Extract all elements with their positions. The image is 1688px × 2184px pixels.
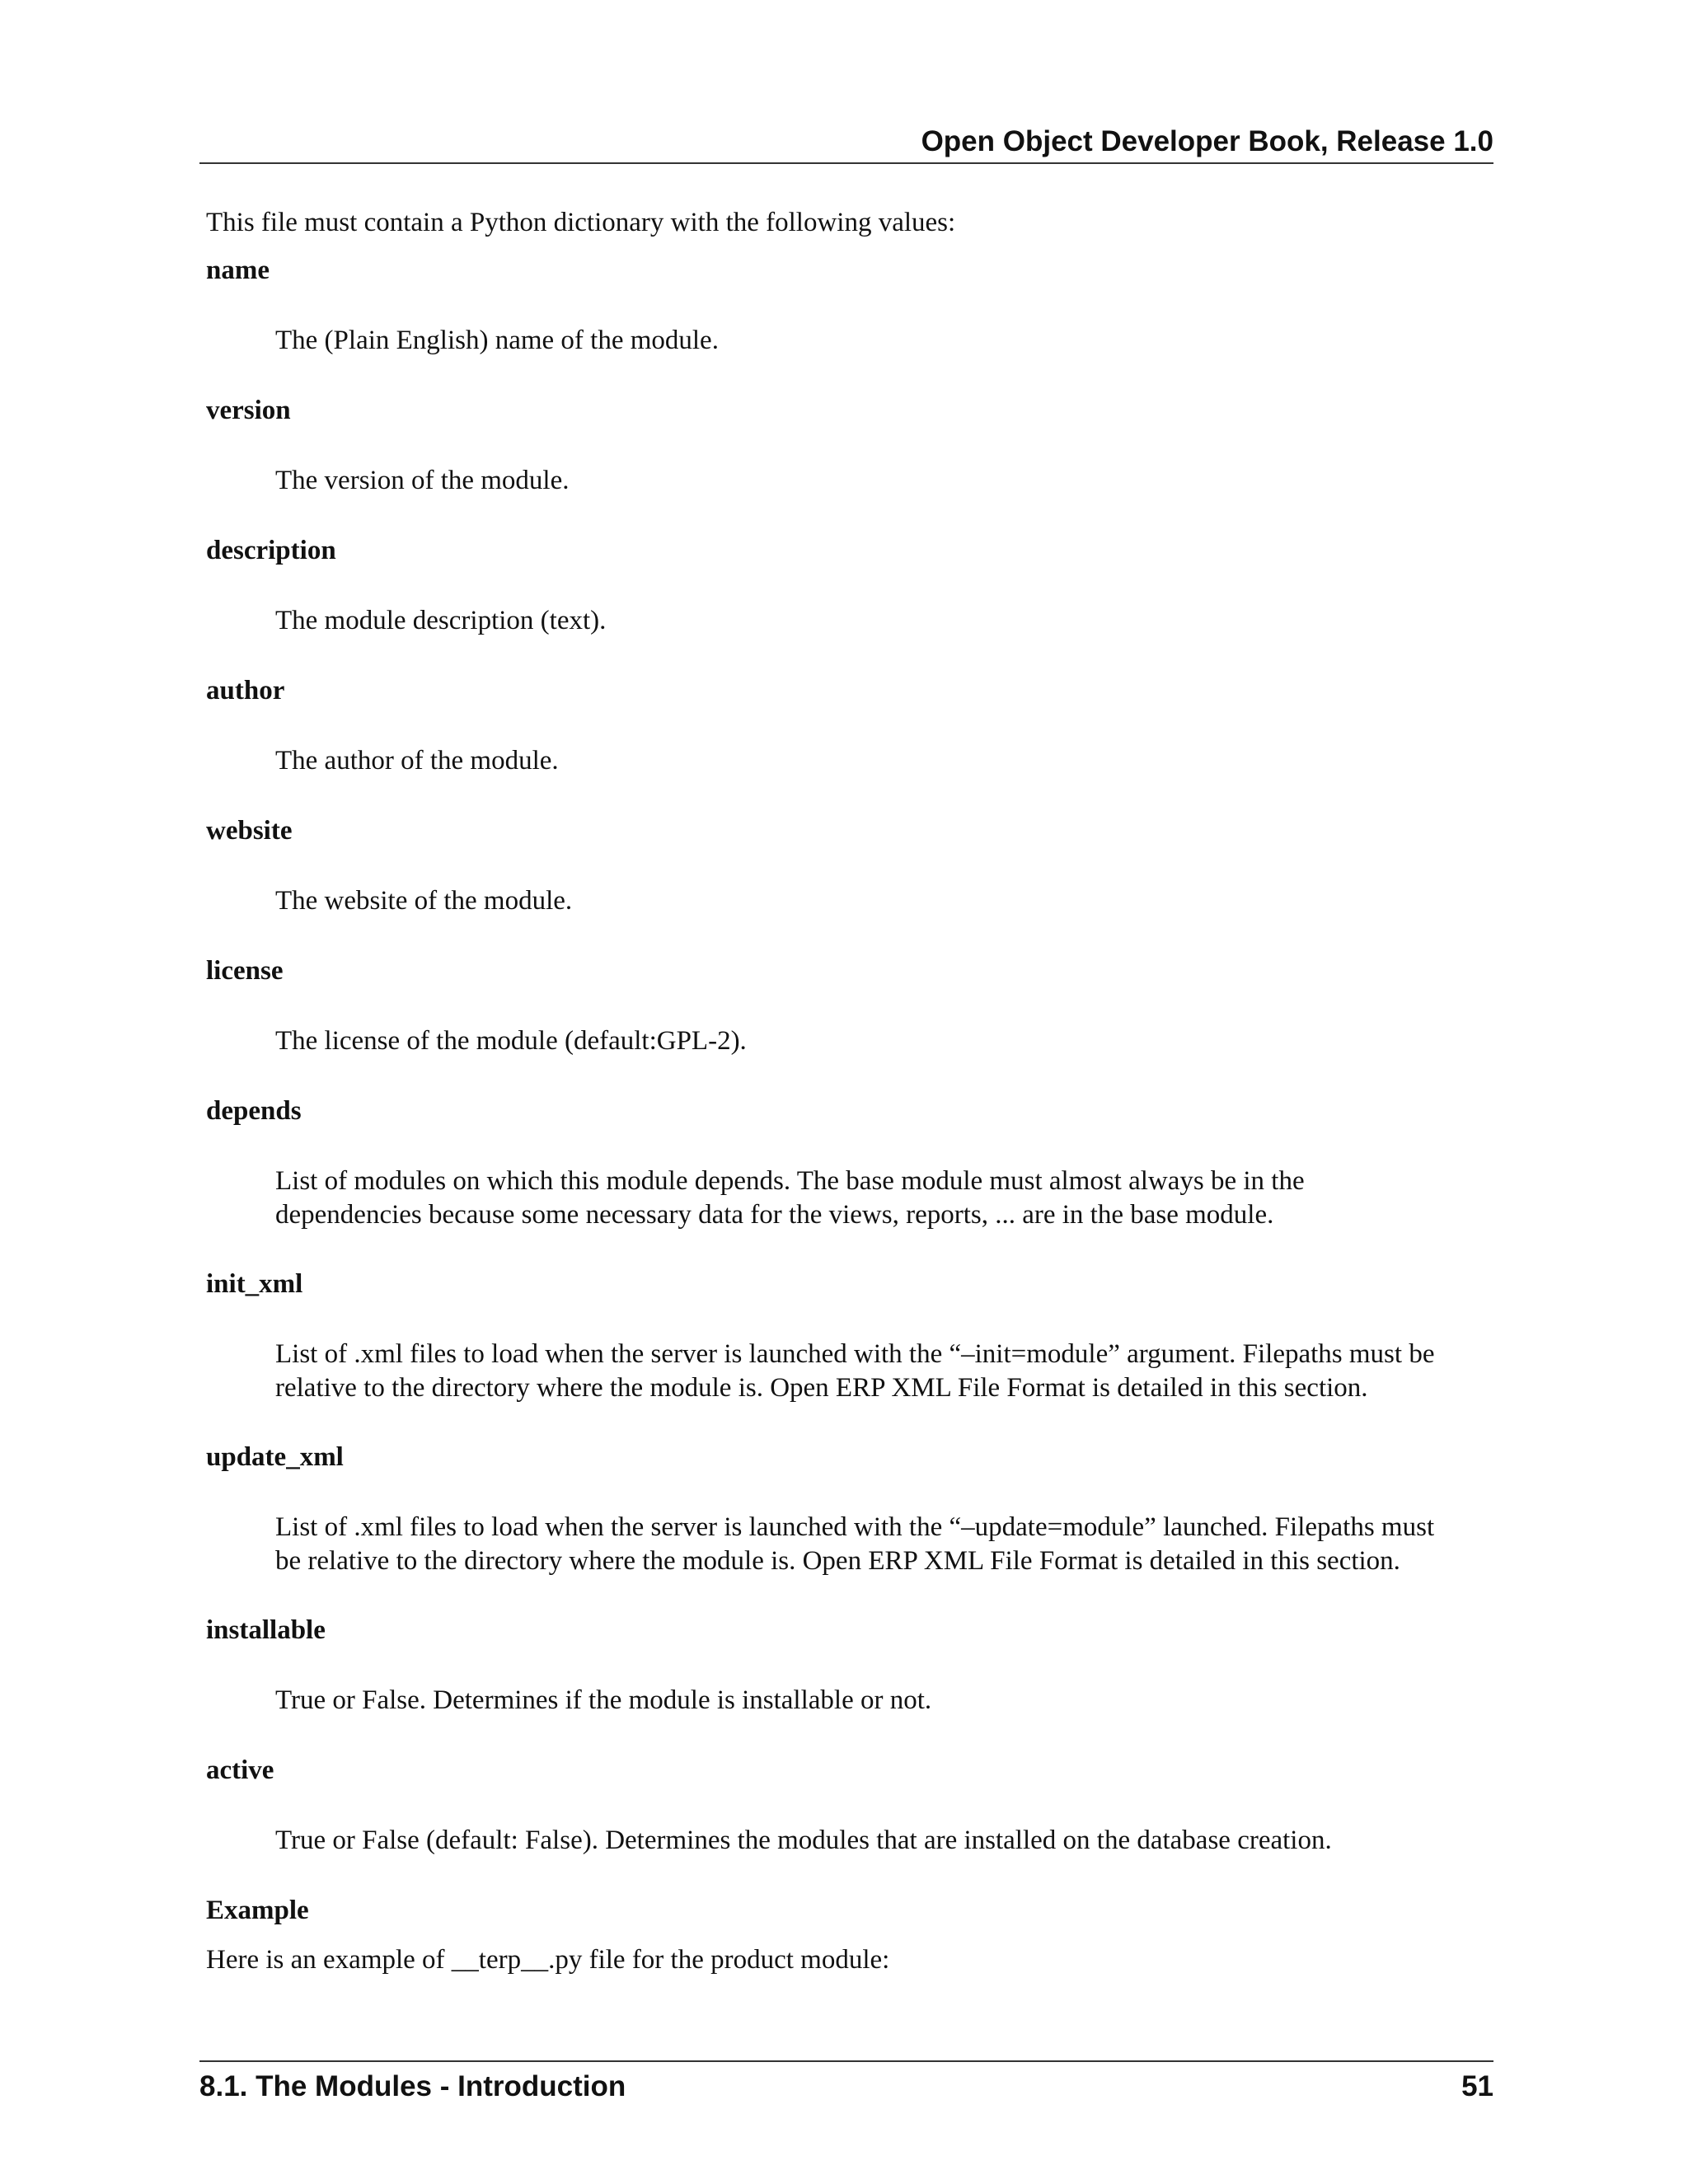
field-def-installable: True or False. Determines if the module is installable or not.	[275, 1685, 932, 1715]
field-term-init-xml: init_xml	[206, 1269, 303, 1299]
field-def-name: The (Plain English) name of the module.	[275, 326, 719, 355]
field-term-description: description	[206, 536, 336, 565]
field-term-version: version	[206, 396, 291, 425]
field-def-license: The license of the module (default:GPL-2).	[275, 1026, 747, 1056]
field-term-installable: installable	[206, 1615, 326, 1645]
example-heading: Example	[206, 1896, 309, 1925]
field-term-name: name	[206, 255, 270, 285]
running-header: Open Object Developer Book, Release 1.0	[921, 125, 1493, 157]
example-paragraph: Here is an example of __terp__.py file for the product module:	[206, 1945, 890, 1975]
field-term-active: active	[206, 1755, 274, 1785]
footer-rule	[199, 2060, 1493, 2062]
field-def-init-xml: List of .xml files to load when the server is launched with the “–init=module” argument. Filepaths must be relative to the directory where the module is. Open ERP XML File Format is detailed in this section.	[275, 1339, 1435, 1403]
footer-section-title: 8.1. The Modules - Introduction	[199, 2070, 626, 2102]
field-def-active: True or False (default: False). Determines the modules that are installed on the database creation.	[275, 1825, 1332, 1855]
field-term-license: license	[206, 956, 284, 986]
field-def-update-xml: List of .xml files to load when the server is launched with the “–update=module” launched. Filepaths must be relative to the directory where the module is. Open ERP XML File Format is detailed in this section.	[275, 1512, 1435, 1576]
field-def-version: The version of the module.	[275, 466, 570, 495]
intro-paragraph: This file must contain a Python dictionary with the following values:	[206, 208, 956, 237]
field-term-website: website	[206, 816, 293, 846]
field-term-update-xml: update_xml	[206, 1442, 344, 1472]
field-def-description: The module description (text).	[275, 606, 607, 635]
field-term-author: author	[206, 676, 285, 705]
field-def-website: The website of the module.	[275, 886, 573, 916]
field-def-author: The author of the module.	[275, 746, 559, 776]
field-term-depends: depends	[206, 1096, 302, 1126]
page-number: 51	[1461, 2070, 1493, 2102]
header-rule	[199, 162, 1493, 164]
field-def-depends: List of modules on which this module depends. The base module must almost always be in the dependencies because some necessary data for the views, reports, ... are in the base module.	[275, 1166, 1305, 1230]
